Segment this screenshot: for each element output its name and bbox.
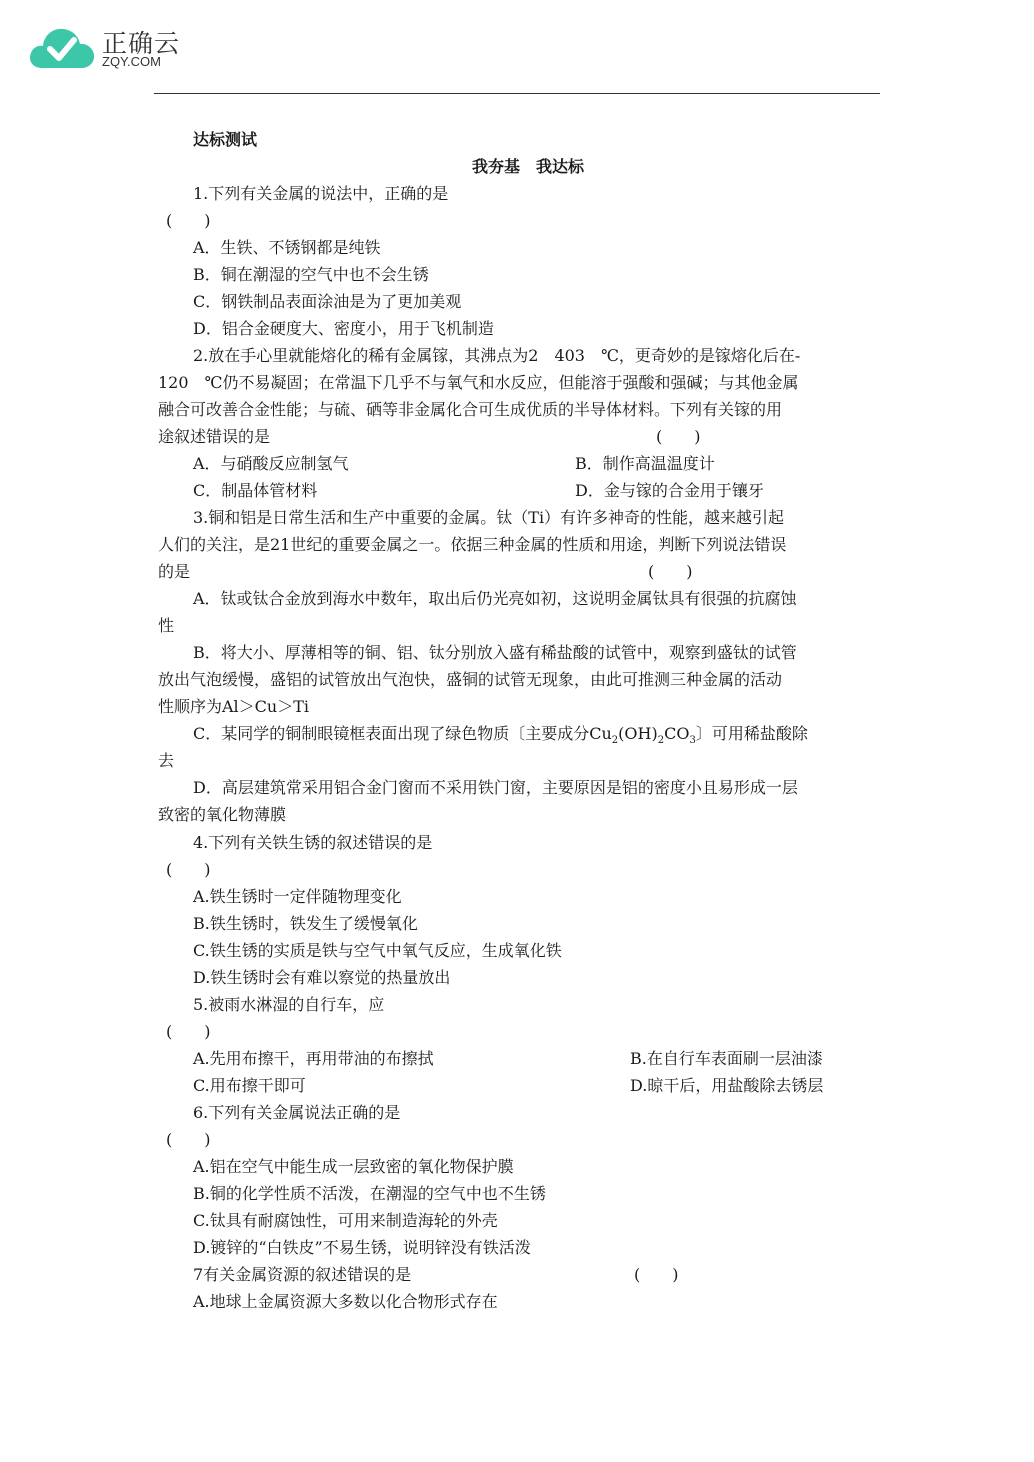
- q3-option-c-line-2: 去: [158, 751, 175, 770]
- header-rule: [154, 93, 880, 94]
- q3-line-2: 人们的关注，是21世纪的重要金属之一。依据三种金属的性质和用途，判断下列说法错误: [158, 535, 787, 554]
- q2-option-a: A．与硝酸反应制氢气: [193, 454, 349, 473]
- q3-option-b-line-2: 放出气泡缓慢，盛铝的试管放出气泡快，盛铜的试管无现象，由此可推测三种金属的活动: [158, 670, 783, 689]
- q6-stem: 6.下列有关金属说法正确的是: [193, 1103, 401, 1122]
- q4-option-a: A.铁生锈时一定伴随物理变化: [193, 887, 402, 906]
- q3-line-1: 3.铜和铝是日常生活和生产中重要的金属。钛（Ti）有许多神奇的性能，越来越引起: [193, 508, 785, 527]
- q2-paren: ( ): [656, 427, 701, 446]
- q3-option-b-line-1: B．将大小、厚薄相等的铜、铝、钛分别放入盛有稀盐酸的试管中，观察到盛钛的试管: [193, 643, 797, 662]
- q2-line-3: 融合可改善合金性能；与硫、硒等非金属化合可生成优质的半导体材料。下列有关镓的用: [158, 400, 783, 419]
- q6-paren: ( ): [166, 1130, 211, 1149]
- logo-text-cn: 正确云: [102, 29, 181, 58]
- q2-line-1: 2.放在手心里就能熔化的稀有金属镓，其沸点为2 403 ℃，更奇妙的是镓熔化后在-: [193, 346, 801, 365]
- subtitle: 我夯基 我达标: [472, 157, 585, 176]
- cloud-check-icon: [28, 22, 96, 72]
- q3-option-d-line-2: 致密的氧化物薄膜: [158, 805, 287, 824]
- q4-stem: 4.下列有关铁生锈的叙述错误的是: [193, 833, 433, 852]
- q4-option-c: C.铁生锈的实质是铁与空气中氧气反应，生成氧化铁: [193, 941, 562, 960]
- logo: [28, 22, 188, 74]
- q5-option-c: C.用布擦干即可: [193, 1076, 306, 1095]
- q5-option-b: B.在自行车表面刷一层油漆: [630, 1049, 823, 1068]
- q2-line-4: 途叙述错误的是: [158, 427, 271, 446]
- q7-stem: 7有关金属资源的叙述错误的是: [193, 1265, 412, 1284]
- q1-stem: 1.下列有关金属的说法中，正确的是: [193, 184, 449, 203]
- q3-option-a-line-2: 性: [158, 616, 175, 635]
- q7-paren: ( ): [634, 1265, 679, 1284]
- q5-paren: ( ): [166, 1022, 211, 1041]
- q6-option-c: C.钛具有耐腐蚀性，可用来制造海轮的外壳: [193, 1211, 498, 1230]
- q4-option-d: D.铁生锈时会有难以察觉的热量放出: [193, 968, 451, 987]
- q1-option-a: A．生铁、不锈钢都是纯铁: [193, 238, 381, 257]
- q3-option-a-line-1: A．钛或钛合金放到海水中数年，取出后仍光亮如初，这说明金属钛具有很强的抗腐蚀: [193, 589, 797, 608]
- q3-line-3: 的是: [158, 562, 191, 581]
- q1-paren: ( ): [166, 211, 211, 230]
- q1-option-d: D．铝合金硬度大、密度小，用于飞机制造: [193, 319, 494, 338]
- q2-option-b: B．制作高温温度计: [575, 454, 715, 473]
- section-title: 达标测试: [193, 130, 258, 149]
- q7-option-a: A.地球上金属资源大多数以化合物形式存在: [193, 1292, 498, 1311]
- logo-text-en: ZQY.COM: [102, 54, 161, 69]
- q3-option-d-line-1: D．高层建筑常采用铝合金门窗而不采用铁门窗，主要原因是铝的密度小且易形成一层: [193, 778, 798, 797]
- q3-paren: ( ): [648, 562, 693, 581]
- q1-option-b: B．铜在潮湿的空气中也不会生锈: [193, 265, 429, 284]
- q3-option-b-line-3: 性顺序为Al＞Cu＞Ti: [158, 697, 310, 716]
- q6-option-d: D.镀锌的“白铁皮”不易生锈，说明锌没有铁活泼: [193, 1238, 531, 1257]
- q6-option-b: B.铜的化学性质不活泼，在潮湿的空气中也不生锈: [193, 1184, 546, 1203]
- q5-option-d: D.晾干后，用盐酸除去锈层: [630, 1076, 824, 1095]
- q6-option-a: A.铝在空气中能生成一层致密的氧化物保护膜: [193, 1157, 514, 1176]
- q3-option-c-line-1: C．某同学的铜制眼镜框表面出现了绿色物质〔主要成分$Cu_2(OH)_2CO_3$〕可用稀盐酸除: [193, 724, 808, 747]
- q2-option-c: C．制晶体管材料: [193, 481, 318, 500]
- q5-stem: 5.被雨水淋湿的自行车，应: [193, 995, 385, 1014]
- q2-line-2: 120 ℃仍不易凝固；在常温下几乎不与氧气和水反应，但能溶于强酸和强碱；与其他金属: [158, 373, 799, 392]
- q4-option-b: B.铁生锈时，铁发生了缓慢氧化: [193, 914, 418, 933]
- q5-option-a: A.先用布擦干，再用带油的布擦拭: [193, 1049, 434, 1068]
- q4-paren: ( ): [166, 860, 211, 879]
- q2-option-d: D．金与镓的合金用于镶牙: [575, 481, 764, 500]
- q1-option-c: C．钢铁制品表面涂油是为了更加美观: [193, 292, 462, 311]
